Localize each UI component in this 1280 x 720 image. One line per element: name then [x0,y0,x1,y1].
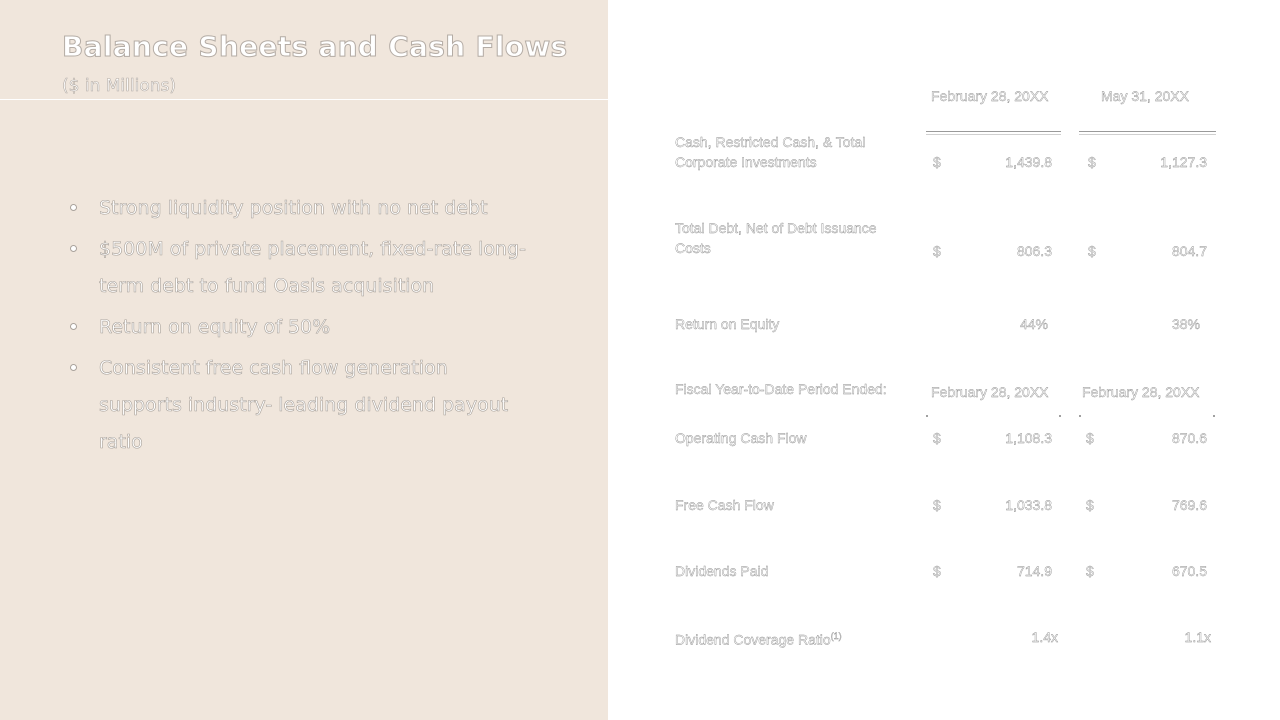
cf-row-value-1: 1,108.3 [1005,430,1052,446]
cf-row-value-1: 714.9 [1016,563,1052,579]
cf-period-label: Fiscal Year-to-Date Period Ended: [675,381,887,397]
cf-row-currency-1: $ [933,497,941,513]
cf-col1-rule-start [926,415,928,417]
bullet-text: $500M of private placement, fixed-rate long-term debt to fund Oasis acquisition [99,238,526,297]
cf-row-currency-2: $ [1086,563,1094,579]
bs-row-currency-1: $ [933,243,941,259]
bullet-text: Return on equity of 50% [99,316,331,338]
cf-row-currency-1: $ [933,563,941,579]
bs-col2-header: May 31, 20XX [1101,88,1189,104]
bs-row-value-1: 44% [1019,316,1048,332]
cf-col2-header: February 28, 20XX [1082,384,1200,400]
cf-row-label [675,626,842,650]
bs-row-currency-2: $ [1088,154,1096,170]
bs-col1-rule [926,131,1061,132]
cf-row-value-1: 1.4x [1031,629,1058,645]
cf-row-value-2: 769.6 [1171,497,1207,513]
bs-col2-rule [1079,131,1216,132]
footnote-marker: (1) [830,631,842,641]
cf-row-label: Dividends Paid [675,563,769,579]
bs-col1-header: February 28, 20XX [931,88,1049,104]
bs-row-value-1: 1,439.8 [1005,154,1052,170]
cf-row-currency-2: $ [1086,497,1094,513]
cf-row-currency-2: $ [1086,430,1094,446]
bs-row-value-2: 1,127.3 [1160,154,1207,170]
cf-col2-rule-start [1079,415,1081,417]
slide-subtitle: ($ in Millions) [62,76,176,96]
cf-row-label-text: Dividend Coverage Ratio [675,631,831,648]
bullet-text: Strong liquidity position with no net debt [99,197,488,219]
bs-row-label: Cash, Restricted Cash, & Total Corporate Investments [675,134,866,170]
bs-row-currency-1: $ [933,154,941,170]
bs-col1-rule-shadow [926,134,1061,135]
cf-col1-header: February 28, 20XX [931,384,1049,400]
bs-row-currency-2: $ [1088,243,1096,259]
bs-row-label: Return on Equity [675,316,780,332]
cf-col1-rule-end [1059,415,1061,417]
cf-row-label: Operating Cash Flow [675,430,807,446]
cf-row-value-1: 1,033.8 [1005,497,1052,513]
slide-title: Balance Sheets and Cash Flows [62,30,568,63]
bs-row-label: Total Debt, Net of Debt Issuance Costs [675,220,877,256]
bs-row-value-1: 806.3 [1016,243,1052,259]
bs-row-value-2: 804.7 [1171,243,1207,259]
cf-row-value-2: 670.5 [1171,563,1207,579]
cf-row-label: Free Cash Flow [675,497,774,513]
bs-col2-rule-shadow [1079,134,1216,135]
cf-row-currency-1: $ [933,430,941,446]
cf-row-value-2: 870.6 [1171,430,1207,446]
bs-row-value-2: 38% [1171,316,1200,332]
bullet-text: Consistent free cash flow generation supports industry- leading dividend payout ratio [99,357,509,453]
cf-row-value-2: 1.1x [1184,629,1211,645]
cf-col2-rule-end [1213,415,1215,417]
